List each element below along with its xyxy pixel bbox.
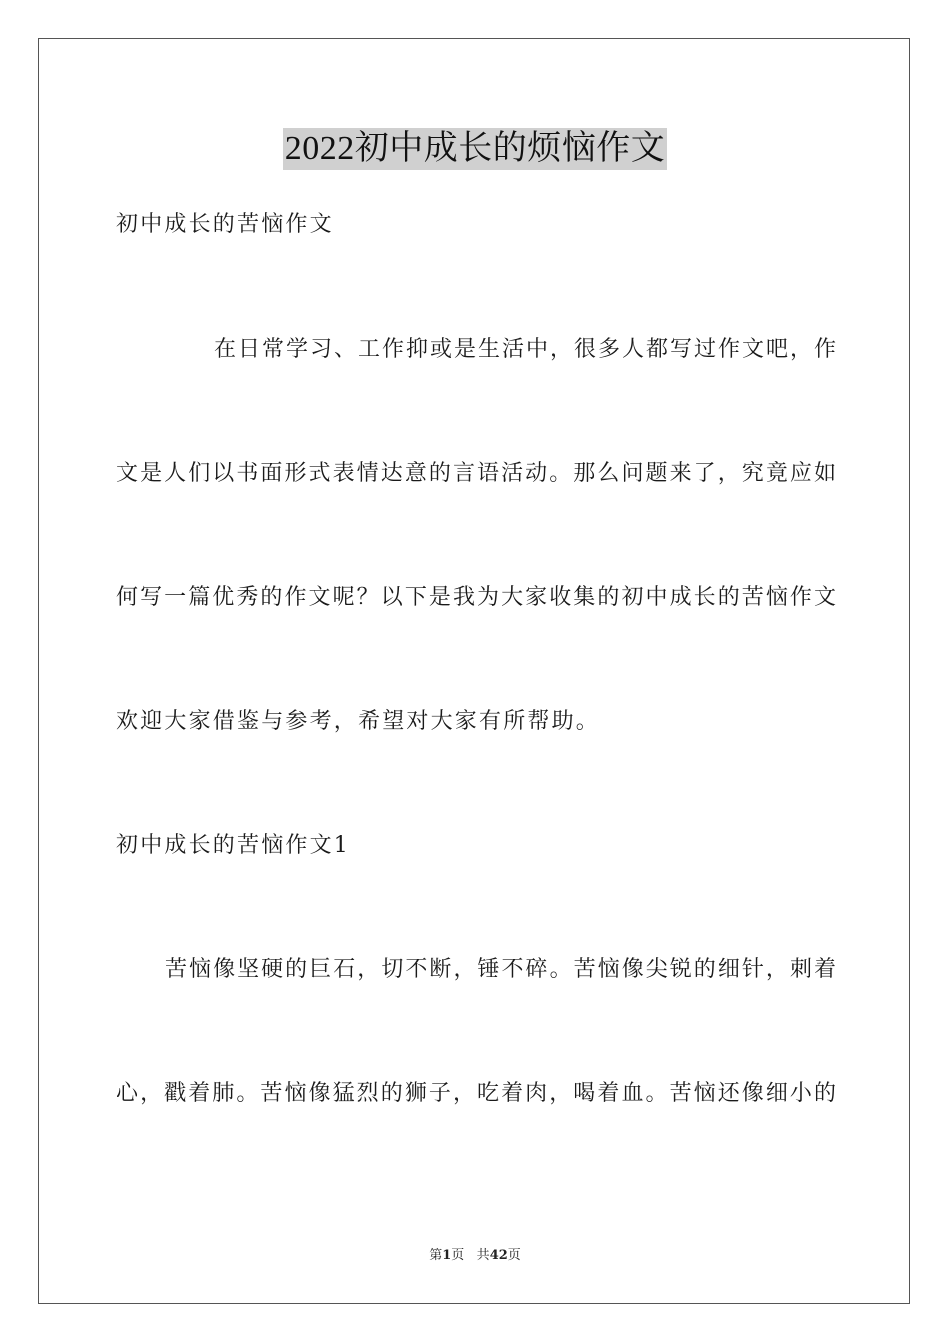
section-heading: 初中成长的苦恼作文1 bbox=[116, 833, 350, 858]
page-suffix: 页 bbox=[451, 1248, 465, 1263]
body-line-1: 苦恼像坚硬的巨石，切不断，锤不碎。苦恼像尖锐的细针，刺着 bbox=[165, 957, 836, 982]
page-footer bbox=[0, 1247, 950, 1265]
page-prefix: 第 bbox=[429, 1248, 443, 1263]
page-number: 1 bbox=[442, 1248, 452, 1263]
total-pages: 42 bbox=[489, 1248, 508, 1263]
title-container bbox=[0, 128, 950, 170]
intro-line-1: 在日常学习、工作抑或是生活中，很多人都写过作文吧，作 bbox=[214, 337, 836, 362]
body-line-2: 心，戳着肺。苦恼像猛烈的狮子，吃着肉，喝着血。苦恼还像细小的 bbox=[116, 1081, 836, 1106]
intro-line-4: 欢迎大家借鉴与参考，希望对大家有所帮助。 bbox=[116, 709, 601, 734]
total-prefix: 共 bbox=[476, 1248, 490, 1263]
total-suffix: 页 bbox=[507, 1248, 521, 1263]
subtitle-line: 初中成长的苦恼作文 bbox=[116, 212, 334, 237]
intro-line-3: 何写一篇优秀的作文呢？以下是我为大家收集的初中成长的苦恼作文 bbox=[116, 585, 836, 610]
intro-line-2: 文是人们以书面形式表情达意的言语活动。那么问题来了，究竟应如 bbox=[116, 461, 836, 486]
document-title: 2022初中成长的烦恼作文 bbox=[283, 128, 668, 170]
